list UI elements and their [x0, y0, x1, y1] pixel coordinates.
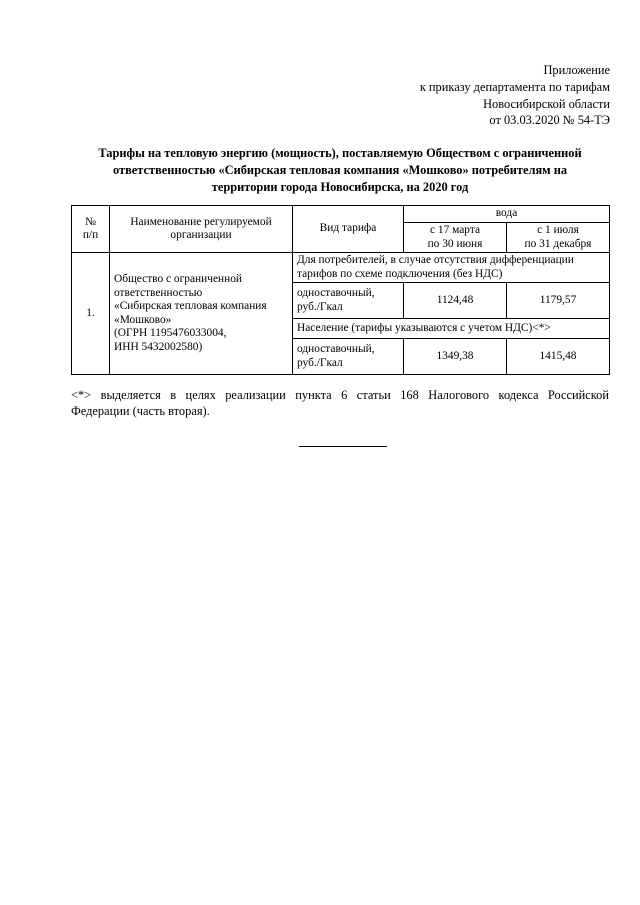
title-line: территории города Новосибирска, на 2020 год — [211, 179, 469, 194]
appendix-header — [420, 62, 610, 129]
tariff-value: 1415,48 — [507, 339, 610, 375]
section-population: Население (тарифы указываются с учетом НДС)<*> — [293, 319, 610, 339]
organization-name: Общество с ограниченной ответственностью «Сибирская тепловая компания «Мошково» (ОГРН 1195476033004, ИНН 5432002580) — [110, 253, 293, 375]
tariff-value: 1349,38 — [404, 339, 507, 375]
header-period-2: с 1 июля по 31 декабря — [507, 223, 610, 253]
footnote-line: <*> выделяется в целях реализации пункта 6 статьи 168 Налогового кодекса Российской — [71, 388, 609, 402]
appendix-line: Новосибирской области — [483, 96, 610, 111]
tariff-value: 1179,57 — [507, 283, 610, 319]
tariff-type-cell: одноставочный, руб./Гкал — [293, 283, 404, 319]
appendix-line: от 03.03.2020 № 54-ТЭ — [489, 113, 610, 128]
header-num: № п/п — [72, 206, 110, 253]
footnote — [71, 387, 609, 420]
section-no-vat: Для потребителей, в случае отсутствия дифференциации тарифов по схеме подключения (без НДС) — [293, 253, 610, 283]
header-tariff-type: Вид тарифа — [293, 206, 404, 253]
tariff-table — [71, 205, 610, 375]
tariff-value: 1124,48 — [404, 283, 507, 319]
title-line: ответственностью «Сибирская тепловая компания «Мошково» потребителям на — [112, 162, 568, 177]
footnote-line: Федерации (часть вторая). — [71, 404, 210, 419]
tariff-type-cell: одноставочный, руб./Гкал — [293, 339, 404, 375]
document-title — [70, 145, 610, 195]
header-water: вода — [404, 206, 610, 223]
separator-line — [299, 446, 387, 447]
header-organization: Наименование регулируемой организации — [110, 206, 293, 253]
title-line: Тарифы на тепловую энергию (мощность), поставляемую Обществом с ограниченной — [98, 146, 582, 160]
row-number: 1. — [72, 253, 110, 375]
header-period-1: с 17 марта по 30 июня — [404, 223, 507, 253]
appendix-line: к приказу департамента по тарифам — [419, 79, 610, 94]
appendix-line: Приложение — [543, 63, 610, 77]
